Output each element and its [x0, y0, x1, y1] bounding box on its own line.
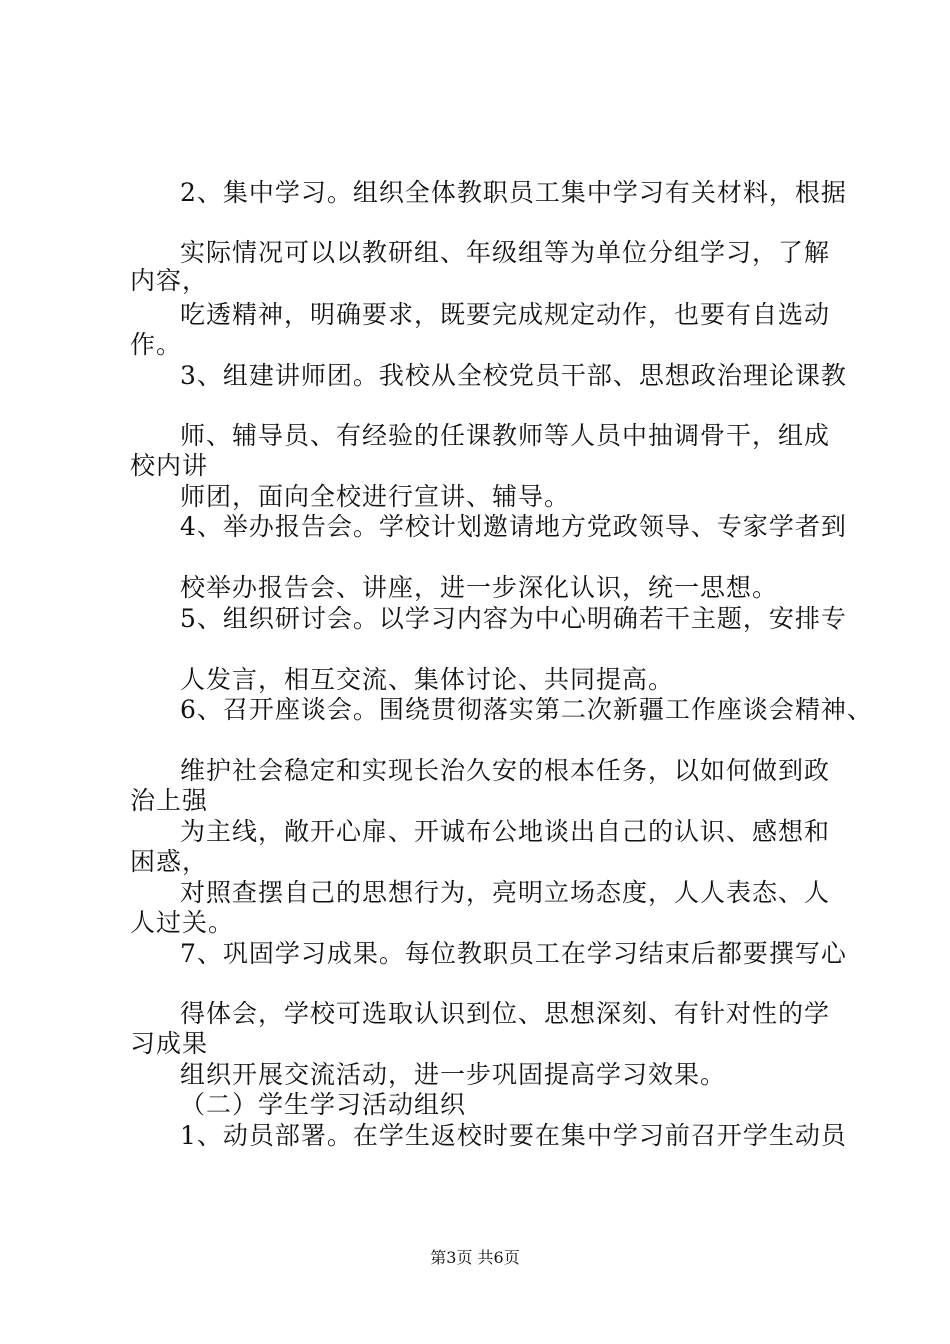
- text-line-23: 习成果: [130, 1029, 209, 1058]
- text-line-10: 4、举办报告会。学校计划邀请地方党政领导、专家学者到: [180, 512, 847, 541]
- text-line-14: 6、召开座谈会。围绕贯彻落实第二次新疆工作座谈会精神、: [180, 695, 873, 724]
- text-line-3: 内容，: [130, 266, 209, 295]
- text-line-26: 1、动员部署。在学生返校时要在集中学习前召开学生动员: [180, 1121, 847, 1150]
- text-line-22: 得体会，学校可选取认识到位、思想深刻、有针对性的学: [180, 999, 831, 1028]
- section-heading: （二）学生学习活动组织: [180, 1090, 467, 1119]
- text-line-19: 对照查摆自己的思想行为，亮明立场态度，人人表态、人: [180, 878, 831, 907]
- text-line-12: 5、组织研讨会。以学习内容为中心明确若干主题，安排专: [180, 604, 847, 633]
- text-line-16: 治上强: [130, 786, 209, 815]
- text-line-18: 困惑，: [130, 847, 209, 876]
- text-line-7: 师、辅导员、有经验的任课教师等人员中抽调骨干，组成: [180, 421, 831, 450]
- text-line-17: 为主线，敞开心扉、开诚布公地谈出自己的认识、感想和: [180, 817, 831, 846]
- text-line-9: 师团，面向全校进行宣讲、辅导。: [180, 482, 571, 511]
- text-line-20: 人过关。: [130, 908, 235, 937]
- text-line-6: 3、组建讲师团。我校从全校党员干部、思想政治理论课教: [180, 361, 847, 390]
- text-line-5: 作。: [130, 330, 183, 359]
- text-line-11: 校举办报告会、讲座，进一步深化认识，统一思想。: [180, 573, 779, 602]
- page-footer: 第3页 共6页: [430, 1248, 520, 1267]
- text-line-4: 吃透精神，明确要求，既要完成规定动作，也要有自选动: [180, 300, 831, 329]
- text-line-13: 人发言，相互交流、集体讨论、共同提高。: [180, 665, 675, 694]
- text-line-1: 2、集中学习。组织全体教职员工集中学习有关材料，根据: [180, 178, 847, 207]
- text-line-21: 7、巩固学习成果。每位教职员工在学习结束后都要撰写心: [180, 939, 847, 968]
- text-line-24: 组织开展交流活动，进一步巩固提高学习效果。: [180, 1060, 727, 1089]
- text-line-2: 实际情况可以以教研组、年级组等为单位分组学习，了解: [180, 238, 831, 267]
- text-line-8: 校内讲: [130, 451, 209, 480]
- text-line-15: 维护社会稳定和实现长治久安的根本任务，以如何做到政: [180, 756, 831, 785]
